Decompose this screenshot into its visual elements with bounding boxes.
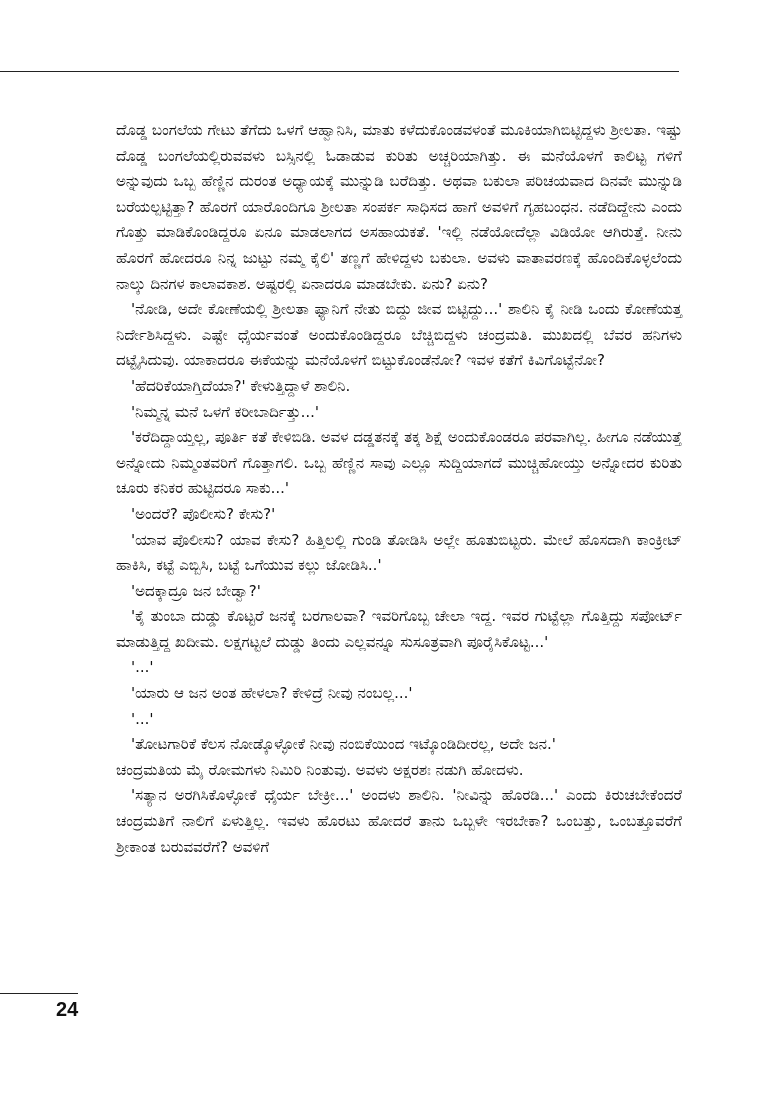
- paragraph: '...': [131, 709, 154, 728]
- paragraph: 'ಅಂದರೆ? ಪೊಲೀಸು? ಕೇಸು?': [131, 504, 276, 523]
- footer-rule: [0, 993, 78, 994]
- header-rule: [0, 71, 679, 72]
- paragraph: '...': [131, 658, 154, 677]
- paragraph: 'ಹೆದರಿಕೆಯಾಗ್ತಿದೆಯಾ?' ಕೇಳುತ್ತಿದ್ದಾಳೆ ಶಾಲಿನಿ.: [131, 376, 351, 395]
- paragraph: 'ಕರೆದಿದ್ದಾಯ್ತಲ್ಲ, ಪೂರ್ತಿ ಕತೆ ಕೇಳಿಬಿಡಿ. ಅವಳ ದಡ್ಡತನಕ್ಕೆ ತಕ್ಕ ಶಿಕ್ಷೆ ಅಂದುಕೊಂಡರೂ ಪರವಾಗಿಲ್ಲ. ಹೀಗೂ ನಡೆಯುತ್ತೆ ಅನ್ನೋದು ನಿಮ್ಮಂತವರಿಗೆ ಗೊತ್ತಾಗಲಿ. ಒಬ್ಬ ಹೆಣ್ಣಿನ ಸಾವು ಎಲ್ಲೂ ಸುದ್ದಿಯಾಗದೆ ಮುಚ್ಚಿಹೋಯ್ತು ಅನ್ನೋದರ ಕುರಿತು ಚೂರು ಕನಿಕರ ಹುಟ್ಟಿದರೂ ಸಾಕು...': [116, 428, 682, 498]
- paragraph: 'ಯಾರು ಆ ಜನ ಅಂತ ಹೇಳಲಾ? ಕೇಳಿದ್ರೆ ನೀವು ನಂಬಲ್ಲ...': [131, 684, 413, 703]
- paragraph: ದೊಡ್ಡ ಬಂಗಲೆಯ ಗೇಟು ತೆಗೆದು ಒಳಗೆ ಆಹ್ವಾನಿಸಿ, ಮಾತು ಕಳೆದುಕೊಂಡವಳಂತೆ ಮೂಕಿಯಾಗಿಬಿಟ್ಟಿದ್ದಳು ಶ್ರೀಲತಾ. ಇಷ್ಟು ದೊಡ್ಡ ಬಂಗಲೆಯಲ್ಲಿರುವವಳು ಬಸ್ಸಿನಲ್ಲಿ ಓಡಾಡುವ ಕುರಿತು ಅಚ್ಚರಿಯಾಗಿತ್ತು. ಈ ಮನೆಯೊಳಗೆ ಕಾಲಿಟ್ಟ ಗಳಿಗೆ ಅನ್ನುವುದು ಒಬ್ಬ ಹೆಣ್ಣಿನ ದುರಂತ ಅಧ್ಯಾಯಕ್ಕೆ ಮುನ್ನುಡಿ ಬರೆದಿತ್ತು. ಅಥವಾ ಬಕುಲಾ ಪರಿಚಯವಾದ ದಿನವೇ ಮುನ್ನುಡಿ ಬರೆಯಲ್ಪಟ್ಟಿತ್ತಾ? ಹೊರಗೆ ಯಾರೊಂದಿಗೂ ಶ್ರೀಲತಾ ಸಂಪರ್ಕ ಸಾಧಿಸದ ಹಾಗೆ ಅವಳಿಗೆ ಗೃಹಬಂಧನ. ನಡೆದಿದ್ದೇನು ಎಂದು ಗೊತ್ತು ಮಾಡಿಕೊಂಡಿದ್ದರೂ ಏನೂ ಮಾಡಲಾಗದ ಅಸಹಾಯಕತೆ. 'ಇಲ್ಲಿ ನಡೆಯೋದೆಲ್ಲಾ ವಿಡಿಯೋ ಆಗಿರುತ್ತೆ. ನೀನು ಹೊರಗೆ ಹೋದರೂ ನಿನ್ನ ಜುಟ್ಟು ನಮ್ಮ ಕೈಲಿ' ತಣ್ಣಗೆ ಹೇಳಿದ್ದಳು ಬಕುಲಾ. ಅವಳು ವಾತಾವರಣಕ್ಕೆ ಹೊಂದಿಕೊಳ್ಳಲೆಂದು ನಾಲ್ಕು ದಿನಗಳ ಕಾಲಾವಕಾಶ. ಅಷ್ಟರಲ್ಲಿ ಏನಾದರೂ ಮಾಡಬೇಕು. ಏನು? ಏನು?: [116, 121, 682, 293]
- paragraph: 'ಅದಕ್ಕಾದ್ರೂ ಜನ ಬೇಡ್ವಾ?': [131, 581, 261, 600]
- paragraph: 'ಕೈ ತುಂಬಾ ದುಡ್ಡು ಕೊಟ್ಟರೆ ಜನಕ್ಕೆ ಬರಗಾಲವಾ? ಇವರಿಗೊಬ್ಬ ಚೇಲಾ ಇದ್ದ. ಇವರ ಗುಟ್ಟೆಲ್ಲಾ ಗೊತ್ತಿದ್ದು ಸಪೋರ್ಟ್ ಮಾಡುತ್ತಿದ್ದ ಖದೀಮ. ಲಕ್ಷಗಟ್ಟಲೆ ದುಡ್ಡು ತಿಂದು ಎಲ್ಲವನ್ನೂ ಸುಸೂತ್ರವಾಗಿ ಪೂರೈಸಿಕೊಟ್ಟ...': [116, 607, 682, 651]
- paragraph: 'ತೋಟಗಾರಿಕೆ ಕೆಲಸ ನೋಡ್ಕೊಳ್ಳೋಕೆ ನೀವು ನಂಬಿಕೆಯಿಂದ ಇಟ್ಕೊಂಡಿದೀರಲ್ಲ, ಅದೇ ಜನ.': [131, 735, 556, 754]
- page-number: 24: [56, 999, 79, 1021]
- page-body: [116, 118, 682, 860]
- paragraph: ಚಂದ್ರಮತಿಯ ಮೈ ರೋಮಗಳು ನಿಮಿರಿ ನಿಂತುವು. ಅವಳು ಅಕ್ಷರಶಃ ನಡುಗಿ ಹೋದಳು.: [116, 760, 524, 779]
- paragraph: 'ಸತ್ಯಾನ ಅರಗಿಸಿಕೊಳ್ಳೋಕೆ ಧೈರ್ಯ ಬೇಕ್ರೀ...' ಅಂದಳು ಶಾಲಿನಿ. 'ನೀವಿನ್ನು ಹೊರಡಿ...' ಎಂದು ಕಿರುಚಬೇಕೆಂದರೆ ಚಂದ್ರಮತಿಗೆ ನಾಲಿಗೆ ಏಳುತ್ತಿಲ್ಲ. ಇವಳು ಹೊರಟು ಹೋದರೆ ತಾನು ಒಬ್ಬಳೇ ಇರಬೇಕಾ? ಒಂಬತ್ತು, ಒಂಬತ್ತೂವರೆಗೆ ಶ್ರೀಕಾಂತ ಬರುವವರೆಗೆ? ಅವಳಿಗೆ: [116, 786, 682, 856]
- paragraph: 'ಯಾವ ಪೊಲೀಸು? ಯಾವ ಕೇಸು? ಹಿತ್ತಿಲಲ್ಲಿ ಗುಂಡಿ ತೋಡಿಸಿ ಅಲ್ಲೇ ಹೂತುಬಿಟ್ಟರು. ಮೇಲೆ ಹೊಸದಾಗಿ ಕಾಂಕ್ರೀಟ್ ಹಾಕಿಸಿ, ಕಟ್ಟೆ ಎಬ್ಬಿಸಿ, ಬಟ್ಟೆ ಒಗೆಯುವ ಕಲ್ಲು ಜೋಡಿಸಿ..': [116, 530, 682, 575]
- paragraph: 'ನಿಮ್ಮನ್ನ ಮನೆ ಒಳಗೆ ಕರೀಬಾರ್ದಿತ್ತು...': [131, 402, 319, 421]
- paragraph: 'ನೋಡಿ, ಅದೇ ಕೋಣೆಯಲ್ಲಿ ಶ್ರೀಲತಾ ಫ್ಯಾನಿಗೆ ನೇತು ಬಿದ್ದು ಜೀವ ಬಿಟ್ಟಿದ್ದು...' ಶಾಲಿನಿ ಕೈ ನೀಡಿ ಒಂದು ಕೋಣೆಯತ್ತ ನಿರ್ದೇಶಿಸಿದ್ದಳು. ಎಷ್ಟೇ ಧೈರ್ಯವಂತೆ ಅಂದುಕೊಂಡಿದ್ದರೂ ಬೆಚ್ಚಿಬಿದ್ದಳು ಚಂದ್ರಮತಿ. ಮುಖದಲ್ಲಿ ಬೆವರ ಹನಿಗಳು ದಟ್ಟೈಸಿದುವು. ಯಾಕಾದರೂ ಈಕೆಯನ್ನು ಮನೆಯೊಳಗೆ ಬಿಟ್ಟುಕೊಂಡೆನೋ? ಇವಳ ಕತೆಗೆ ಕಿವಿಗೊಟ್ಟೆನೋ?: [116, 300, 682, 370]
